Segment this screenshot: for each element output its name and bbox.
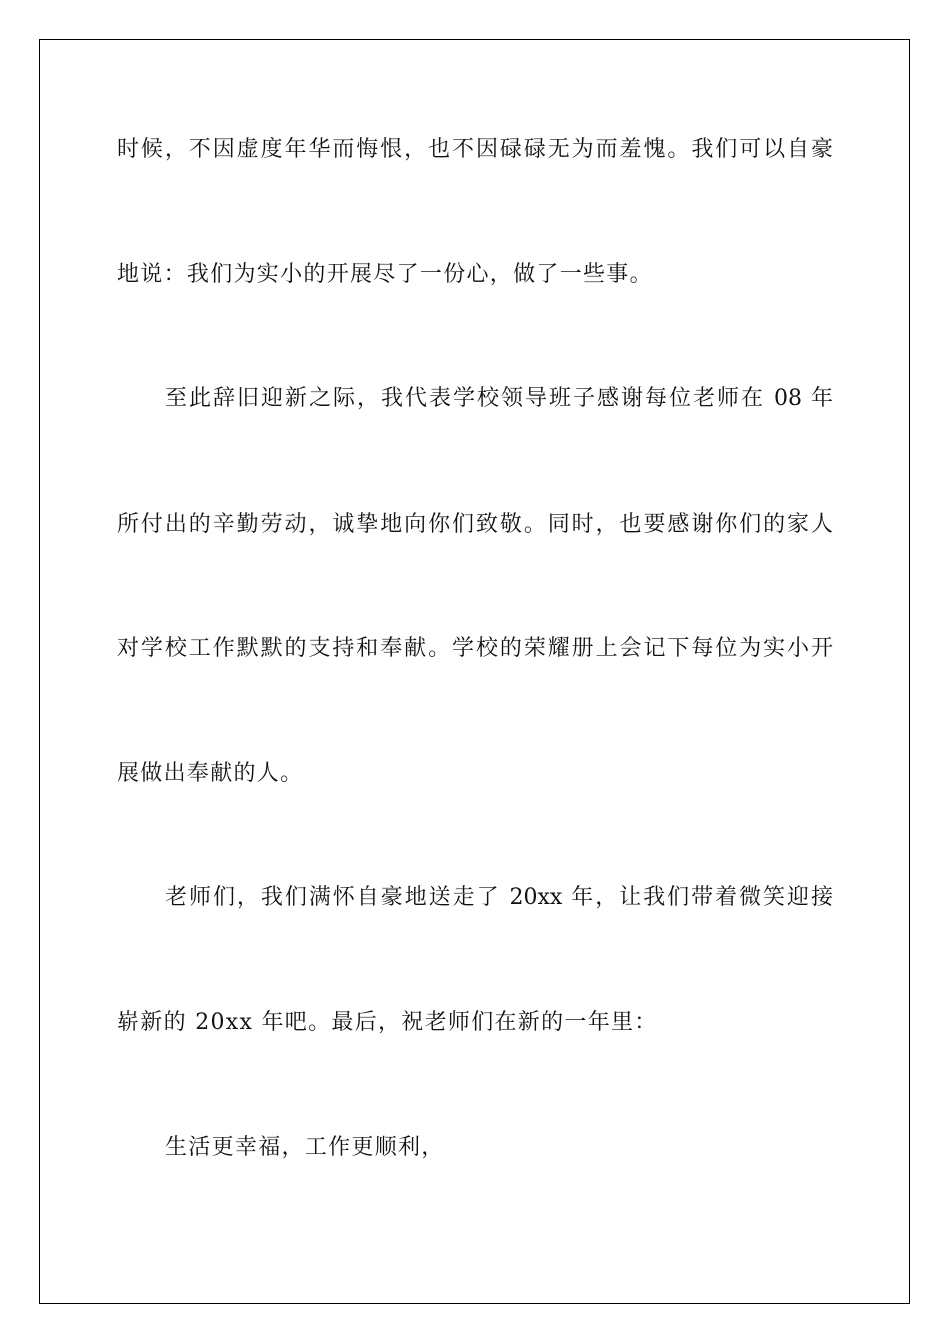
text-line: 时候，不因虚度年华而悔恨，也不因碌碌无为而羞愧。我们可以自豪 (117, 137, 833, 162)
paragraph-start-line: 至此辞旧迎新之际，我代表学校领导班子感谢每位老师在 08 年 (165, 386, 833, 411)
page-frame (39, 39, 910, 1304)
paragraph-start-line: 老师们，我们满怀自豪地送走了 20xx 年，让我们带着微笑迎接 (165, 885, 833, 910)
text-line: 对学校工作默默的支持和奉献。学校的荣耀册上会记下每位为实小开 (117, 636, 833, 661)
text-line: 地说：我们为实小的开展尽了一份心，做了一些事。 (117, 262, 653, 287)
text-line: 所付出的辛勤劳动，诚挚地向你们致敬。同时，也要感谢你们的家人 (117, 512, 833, 537)
paragraph-start-line: 生活更幸福，工作更顺利， (165, 1135, 445, 1160)
text-line: 展做出奉献的人。 (117, 761, 304, 786)
text-line: 崭新的 20xx 年吧。最后，祝老师们在新的一年里： (117, 1010, 658, 1035)
